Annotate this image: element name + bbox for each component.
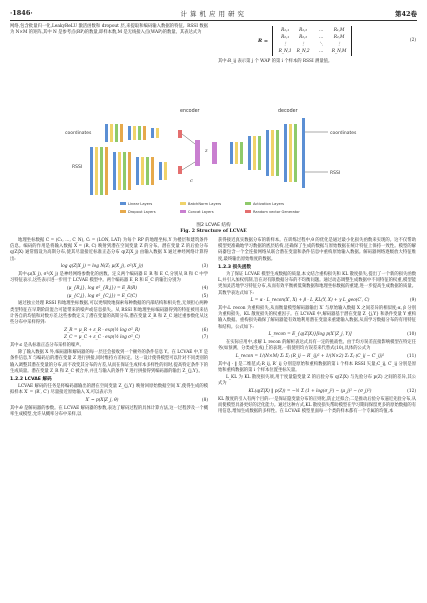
volume-label: 第42卷 (394, 9, 417, 18)
equation-5 (10, 294, 208, 300)
legend-swatch (180, 202, 186, 205)
matrix-cell: R₁,₁ (281, 28, 290, 33)
equation-body: L_recon = 1/(N×M) Σᵢ Σⱼ (R_ij − R′_ij)² + 1/(N×2) Σᵢ Σⱼ (C_ij − C′_ij)² (235, 353, 385, 359)
coordinates-input-label: coordinates (65, 131, 92, 136)
encoder-label: encoder (180, 109, 200, 114)
matrix-lhs: R = (258, 37, 269, 44)
matrix-cell: R_N,M (331, 49, 347, 54)
equation-6 (10, 328, 208, 334)
rssi-encoder-layers (90, 147, 167, 195)
equation-10 (218, 332, 416, 338)
page-number: ·1846· (10, 9, 33, 17)
equation-7 (10, 335, 208, 341)
matrix-cell: ⋮ (282, 42, 288, 47)
legend-label: Concat Layers (188, 210, 214, 214)
equation-number: (2) (409, 37, 416, 43)
matrix-cell: R₂,M (333, 35, 345, 40)
body-paragraph: 其中:θ 是解码器的参数。在 LCVAE 解码器的参数,表达了解码过程的具体计算方法,这一过程涉及一个概率生成模型,允许从概率分布中采样,以 (10, 405, 208, 418)
legend-label: Dropout Layers (128, 210, 156, 214)
matrix-explanation: 其中:R_ij 表示第 j 个 WAP 的第 i 个样本的 RSSI 测量值。 (218, 59, 333, 64)
output-block (305, 130, 357, 176)
legend-swatch (120, 202, 126, 205)
matrix-cell: R₂,₂ (299, 35, 308, 40)
equation-body: L_recon = E_{q(Z|X)}[log p(X′|Z_j, Y)] (268, 332, 352, 338)
legend-label: Random vector Generator (253, 210, 300, 214)
latent-z-label: z (205, 148, 208, 154)
lcvae-diagram (10, 102, 417, 222)
figure-legend (120, 202, 300, 214)
body-paragraph: 通过独立处理 RSSI 和地理坐标数据,可以更细致地探索每种数据的内部结构和相关性,无须担心两种类型特征在早期阶段混合可能带来的噪声或信息损失。从 RSSI 和地理坐标编码器得到的特征被用来估计各自的均值和对数方差,这些参数定义了潜在变量的高斯分布,潜在变量 Z_R 和 Z_C 通过重参数化从这些分布中采样得到: (10, 301, 208, 325)
equation-number: (11) (407, 353, 416, 359)
legend-swatch (120, 210, 126, 213)
equation-4 (10, 286, 208, 292)
figure-caption-cn: 图2 LCVAE 结构 (196, 223, 231, 228)
page-header (10, 6, 417, 20)
rssi-output-label: RSSI (330, 171, 341, 176)
equation-11 (218, 354, 416, 360)
matrix-cell: R₁,₂ (299, 28, 308, 33)
equation-9 (218, 298, 416, 304)
matrix-cell: R₁,M (333, 28, 345, 33)
equation-body: Z_C = μ_C + ε_C · exp(½ log σ²_C) (64, 335, 140, 341)
equation-number: (10) (407, 332, 416, 338)
section-heading-1-2-2: 1.2.2 LCVAE 解码 (10, 377, 52, 383)
lcvae-structure-figure (10, 102, 417, 222)
condition-c-label: c (190, 178, 193, 184)
latent-block (178, 130, 217, 184)
rssi-matrix (272, 26, 352, 56)
intro-paragraph: 网络,包含批量归一化,LeakyReLU 激活函数和 dropout 层,来提取和编码输入数据的特征。RSSI 数据为 N×M 的矩阵,其中 N 是参考点(RP)的数量,即样本数,M 是无线接入点(WAP)的数量。其表达式为 (10, 24, 208, 36)
body-paragraph: 其中:L_recon 为重构损失,从而衡量模型解码器输出 X′ 与原始输入数据 X 之间差异的相似度;α, β 分别为重构损失、KL 散度损失的权重因子。在 LCVAE 中,解码器基于潜在变量 Z_{j,Y} 和条件变量 Y 重构输入数据。重构损失确保了解码器能有效地利用潜在变量来重建输入数据,从而学习数据分布的有用特征和结构。公式如下: (218, 306, 416, 330)
matrix-cell: ⋱ (318, 42, 324, 47)
matrix-cell: ⋮ (336, 42, 342, 47)
matrix-cell: … (318, 28, 324, 33)
right-column (218, 238, 416, 416)
journal-title: 计算机应用研究 (180, 9, 248, 18)
coordinate-encoder-layers (105, 124, 159, 142)
equation-body: X′ ~ p(X|Z_j, θ) (85, 398, 119, 404)
body-paragraph: 获得接近真实数据分布的新样本。在训练过程中,θ 的优化是通过最小化损失函数来实现的。这不仅帮助模型更准确地学习数据的底层结构,还确保了生成的数据与原始数据在统计特征上保持一致性。模型的解码器包含一个全连接网络从联合潜在变量和条件信息中重构原始输入数据。解码器网络逐级放大特征维度,最终输出原始维度的数据。 (218, 238, 416, 262)
body-paragraph: LCVAE 解码的任务是将编码器输出的潜在空间变量 Z_{j,Y} 映射回原始数据空间 X′,使得生成的模拟样本 X′ = (R′, C′) 尽量接近原始输入 X,可以表示为 (10, 384, 208, 396)
equation-body: (μ_{C,j}, log σ²_{C,j}) = E_C(C) (66, 293, 138, 299)
equation-number: (9) (409, 298, 416, 304)
equation-body: L = α · L_recon(X′, X) + β · L_KL(Y, X) + γ L_geo(C′, C) (250, 298, 370, 304)
rssi-input-label: RSSI (72, 165, 83, 170)
body-paragraph: L_KL 为 KL 散度损失项,用于度量隐变量 Z 的后验分布 q(Z|X) 与先验分布 p(Z) 之间的差异,其公式为 (218, 375, 416, 387)
rssi-matrix-equation (218, 26, 416, 56)
equation-number: (5) (201, 293, 208, 299)
equation-body: KL(q(Z|X) ‖ p(Z)) = −½ Σ (1 + log(σ_j²) − (μ_j)² − (σ_j)²) (248, 388, 372, 394)
equation-body: (μ_{R,j}, log σ²_{R,j}) = E_R(R) (66, 285, 138, 291)
equation-body: Z_R = μ_R + ε_R · exp(½ log σ²_R) (64, 327, 140, 333)
matrix-cell: R_N,2 (296, 49, 310, 54)
section-heading-1-2-3: 1.2.3 损失函数 (218, 264, 252, 270)
equation-number: (7) (201, 335, 208, 341)
matrix-cell: … (318, 35, 324, 40)
equation-number: (6) (201, 327, 208, 333)
matrix-cell: ⋮ (300, 42, 306, 47)
legend-label: Activation Layers (253, 202, 285, 206)
body-paragraph: 地理坐标数据 C = (C₁, …, C_N), Cᵢ = (LON, LAT) 为每个 RP 的地理坐标,Y 为楼层和建筑条件信息。编码的作用是将输入数据 X = (R, C) 映射到潜在空间变量 Z 的分布。潜在变量 Z 的后验分布 q(Z|X) 通常假设为高斯分布,使其尽量接近标准正态分布 q(Z|X_j) 由输入数据 X 通过神经网络计算得出: (10, 238, 208, 262)
decoder-layers (230, 118, 305, 188)
header-rule (10, 20, 417, 21)
equation-number: (4) (201, 285, 208, 291)
legend-label: BatchNorm Layers (188, 202, 222, 206)
body-paragraph: 为了保证 LCVAE 模型生成数据的质量,本文结合重构损失和 KL 散度损失,提出了一个新的损失函数 L,并引入加权机制,旨在对有限数据分布的不均衡问题。通过动态调整生成数据中不同特征的权重,模型能更加灵活地学习特征分布,从而有效平衡被低频数据和地理坐标数据的重建,进一步提高生成数据的质量。其数学表达式如下: (218, 272, 416, 296)
equation-8 (10, 398, 208, 404)
body-paragraph: 在实际应用中,求解 L_recon 的解析表达式具有一定的挑战性。由于均方误差直接影响模型在特定任务(如预测、分类或生成)上的表现,一般使用均方误差来代替式(10),具体的公式为 (218, 340, 416, 352)
figure-caption-en: Fig. 2 Structure of LCVAE (180, 229, 247, 234)
top-right-column (218, 24, 416, 66)
equation-number: (12) (407, 388, 416, 394)
coordinates-output-label: coordinates (330, 131, 357, 136)
body-paragraph: 其中:ε 是从标准正态分布采样的噪声。 (10, 343, 84, 349)
matrix-cell: … (318, 49, 324, 54)
equation-number: (8) (201, 398, 208, 404)
matrix-cell: R₂,₁ (281, 35, 290, 40)
legend-swatch (245, 210, 251, 213)
body-paragraph: KL 散度的引入有两个目的:一是保证隐变量分布的正则化,防止过拟合;二是推动后验分布逼近先验分布,从而使模型具备更好的泛化能力。通过这种方式,KL 散度损失帮助模型在学习期间保留更多的原始数据的有用信息,增加生成数据的多样性。在 LCVAE 模型里面每一个类的样本都有一个专属的均值,本 (218, 396, 416, 415)
body-paragraph: 其中:μ(X_j), σ²(X_j) 是神经网络参数化的函数。定义两个编码器 E_R 和 E_C,分别从 R 和 C 中学习特征表示,这些表示进一步用于 LCVAE 模型中。两个编码器 E_R 和 E_C 的输出分别为 (10, 272, 208, 284)
equation-body: log q(Z|X_j) = log N(Z; μ(X_j), σ²(X_j)) (60, 264, 144, 270)
left-column (10, 238, 208, 419)
equation-number: (3) (201, 264, 208, 270)
legend-label: Linear Layers (128, 202, 153, 206)
top-left-column (10, 24, 208, 37)
body-paragraph: 其中:‖ · ‖ 是二维范式;R_ij, R′_ij 分别是原始和重构数据的第 i 个样本 RSSI 矢量;C_ij, C′_ij 分别是原始和重构数据的第 i 个样本位置坐标矢量。 (218, 361, 416, 373)
equation-12 (218, 389, 416, 395)
legend-swatch (245, 202, 251, 205)
equation-3 (10, 264, 208, 270)
legend-swatch (180, 210, 186, 213)
decoder-label: decoder (278, 109, 298, 114)
body-paragraph: 除了输入数据 X 外,编码器和解码器的每一层还会接收到一个额外的条件信息 Y。在 LCVAE 中,Y 是条件信息,Y 与编码后的潜在变量 Z 进行拼接,同时维持方差标定。这一设计使得模型可以针对不同类别的输入调整其潜在变量的分布,而不改变其分布的方差,从而在保证生成样本多样性的同时,提高特定条件下的生成质量。潜在变量 Z_R 和 Z_C 被合并,并且与输入的条件 Y 进行拼接得到编码器的输出 Z_{j,Y}。 (10, 350, 208, 374)
matrix-cell: R_N,1 (278, 49, 292, 54)
